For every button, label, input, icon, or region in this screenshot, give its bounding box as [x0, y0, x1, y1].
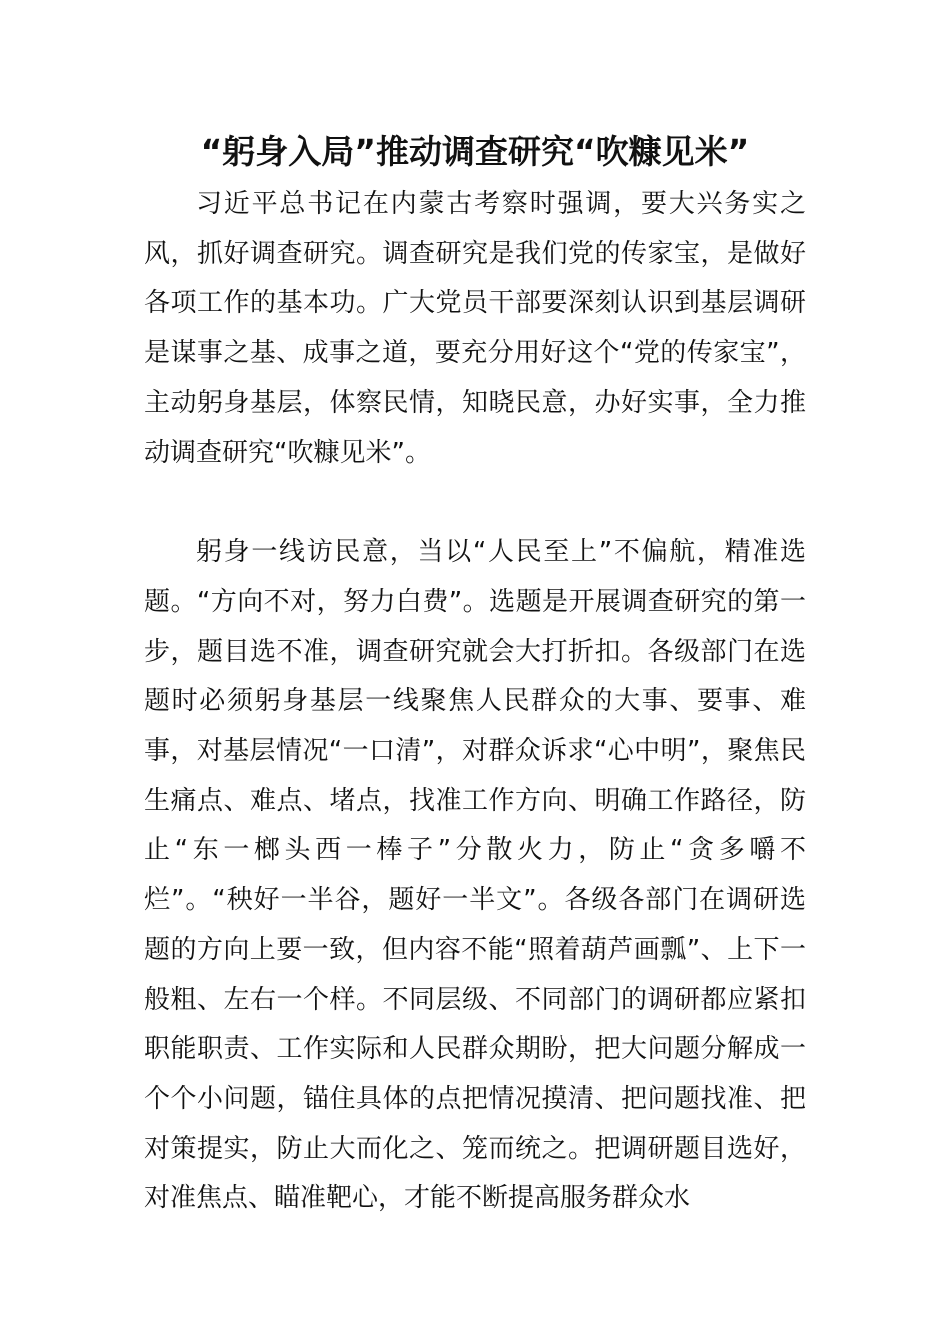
paragraph-gap	[144, 478, 806, 528]
document-page	[144, 128, 806, 1224]
paragraph-intro: 习近平总书记在内蒙古考察时强调，要大兴务实之风，抓好调查研究。调查研究是我们党的传家宝，是做好各项工作的基本功。广大党员干部要深刻认识到基层调研是谋事之基、成事之道，要充分用好这个“党的传家宝”，主动躬身基层，体察民情，知晓民意，办好实事，全力推动调查研究“吹糠见米”。	[144, 189, 806, 468]
paragraph-topic-selection: 躬身一线访民意，当以“人民至上”不偏航，精准选题。“方向不对，努力白费”。选题是开展调查研究的第一步，题目选不准，调查研究就会大打折扣。各级部门在选题时必须躬身基层一线聚焦人民群众的大事、要事、难事，对基层情况“一口清”，对群众诉求“心中明”，聚焦民生痛点、难点、堵点，找准工作方向、明确工作路径，防止“东一榔头西一棒子”分散火力，防止“贪多嚼不烂”。“秧好一半谷，题好一半文”。各级各部门在调研选题的方向上要一致，但内容不能“照着葫芦画瓢”、上下一般粗、左右一个样。不同层级、不同部门的调研都应紧扣职能职责、工作实际和人民群众期盼，把大问题分解成一个个小问题，锚住具体的点把情况摸清、把问题找准、把对策提实，防止大而化之、笼而统之。把调研题目选好，对准焦点、瞄准靶心，才能不断提高服务群众水	[144, 537, 806, 1214]
document-title: “躬身入局”推动调查研究“吹糠见米”	[200, 132, 750, 171]
